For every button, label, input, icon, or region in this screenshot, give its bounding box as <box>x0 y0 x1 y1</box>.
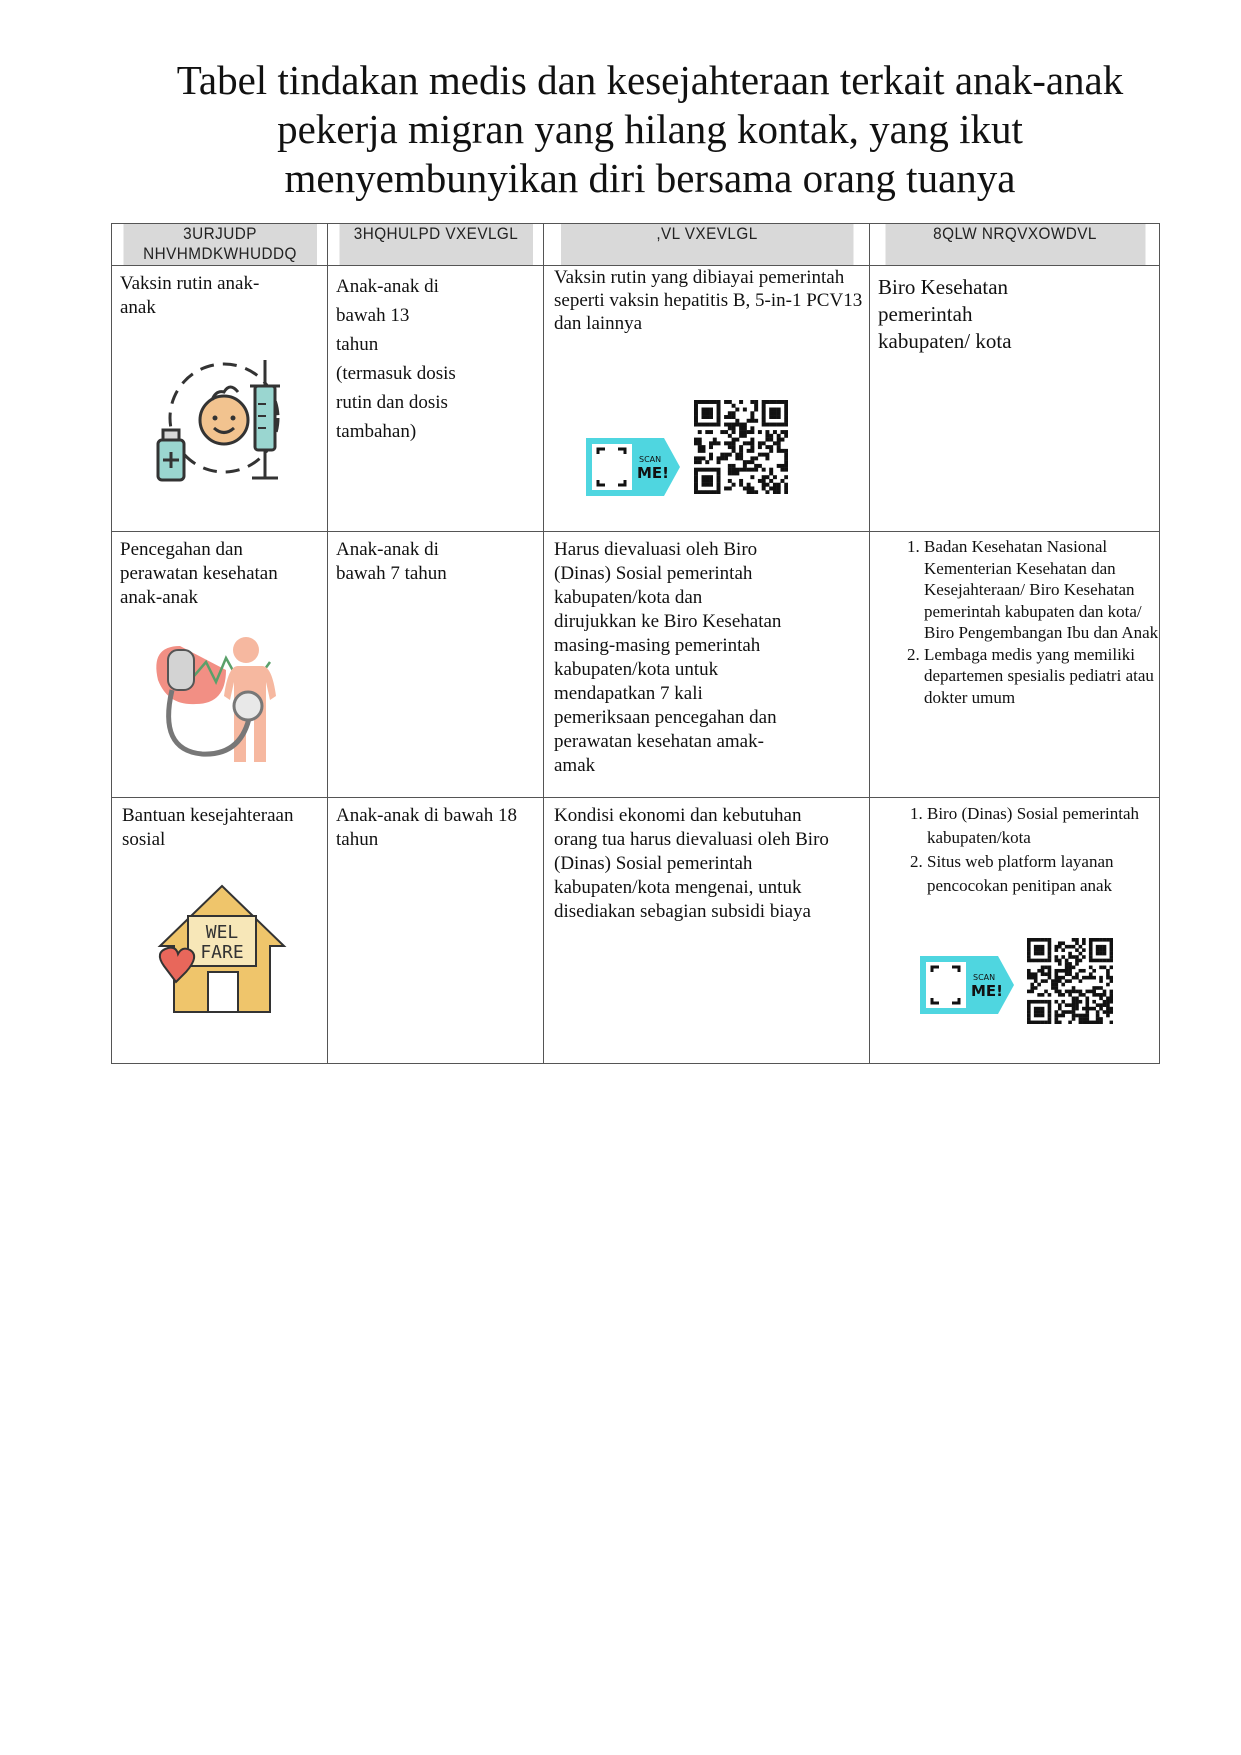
recipient-cell <box>328 266 544 532</box>
table-row <box>112 266 1160 532</box>
program-name: Vaksin rutin anak-anak <box>120 273 260 318</box>
list-item: 1. Biro (Dinas) Sosial pemerintah kabupaten/kota <box>927 802 1159 850</box>
welfare-sign-line: WEL <box>205 922 239 943</box>
recipient-line: (termasuk dosis <box>336 363 456 384</box>
recipient-line: tambahan) <box>336 421 417 442</box>
table-header-row <box>112 224 1160 266</box>
vaccine-baby-icon <box>150 356 300 496</box>
list-item: 2. Situs web platform layanan pencocokan penitipan anak <box>927 850 1159 898</box>
program-cell <box>112 266 328 532</box>
list-item: 1. Badan Kesehatan Nasional Kementerian Kesehatan dan Kesejahteraan/ Biro Kesehatan pemerintah kabupaten dan kota/ Biro Pengembangan Ibu dan Anak <box>924 536 1159 644</box>
unit-cell <box>870 798 1160 1064</box>
content-text: Vaksin rutin yang dibiayai pemerintah seperti vaksin hepatitis B, 5-in-1 PCV13 dan lainnya <box>554 267 863 334</box>
recipient-cell <box>328 532 544 798</box>
header-recipient: 3HQHULPD VXEVLGL <box>338 224 532 266</box>
unit-list <box>870 536 1159 708</box>
program-cell <box>112 532 328 798</box>
scan-label: SCAN <box>639 455 662 464</box>
scan-label: SCAN <box>973 973 996 982</box>
content-text: Kondisi ekonomi dan kebutuhan orang tua harus dievaluasi oleh Biro (Dinas) Sosial pemerintah kabupaten/kota mengenai, untuk disediakan sebagian subsidi biaya <box>554 805 829 922</box>
scan-me-badge[interactable] <box>584 434 682 500</box>
recipient-line: rutin dan dosis <box>336 392 448 413</box>
scan-me-badge[interactable] <box>918 952 1016 1018</box>
subsidy-table <box>111 223 1160 1064</box>
unit-text: Biro Kesehatan pemerintah kabupaten/ kota <box>878 275 1012 353</box>
table-row <box>112 798 1160 1064</box>
stethoscope-child-icon <box>150 636 300 776</box>
list-item: 2. Lembaga medis yang memiliki departemen spesialis pediatri atau dokter umum <box>924 644 1159 709</box>
recipient-text: Anak-anak di bawah 7 tahun <box>336 539 447 584</box>
program-name: Bantuan kesejahteraan sosial <box>122 805 294 850</box>
content-cell <box>544 266 870 532</box>
content-cell <box>544 532 870 798</box>
content-text: Harus dievaluasi oleh Biro (Dinas) Sosial pemerintah kabupaten/kota dan dirujukkan ke Biro Kesehatan masing-masing pemerintah kabupaten/kota untuk mendapatkan 7 kali pemeriksaan pencegahan dan perawatan kesehatan amak-amak <box>554 539 782 776</box>
recipient-line: tahun <box>336 334 379 355</box>
program-name: Pencegahan dan perawatan kesehatan anak-anak <box>120 539 278 608</box>
page-title: Tabel tindakan medis dan kesejahteraan terkait anak-anak pekerja migran yang hilang kontak, yang ikut menyembunyikan diri bersama orang tuanya <box>176 57 1124 201</box>
recipient-text: Anak-anak di bawah 18 tahun <box>336 805 517 850</box>
me-label: ME! <box>971 982 1004 1000</box>
welfare-house-icon <box>152 882 292 1022</box>
program-cell <box>112 798 328 1064</box>
header-program: 3URJUDP NHVHMDKWHUDDQ <box>122 224 316 266</box>
recipient-line: Anak-anak di <box>336 276 439 297</box>
header-content: ,VL VXEVLGL <box>560 224 853 266</box>
recipient-text <box>328 266 543 446</box>
qr-code-icon[interactable] <box>1027 938 1113 1024</box>
content-cell <box>544 798 870 1064</box>
unit-cell <box>870 532 1160 798</box>
unit-cell <box>870 266 1160 532</box>
welfare-sign-line: FARE <box>200 942 244 963</box>
table-row <box>112 532 1160 798</box>
recipient-cell <box>328 798 544 1064</box>
qr-code-icon[interactable] <box>694 400 788 494</box>
unit-list <box>870 802 1159 898</box>
recipient-line: bawah 13 <box>336 305 410 326</box>
me-label: ME! <box>637 464 670 482</box>
header-unit: 8QLW NRQVXOWDVL <box>884 224 1145 266</box>
